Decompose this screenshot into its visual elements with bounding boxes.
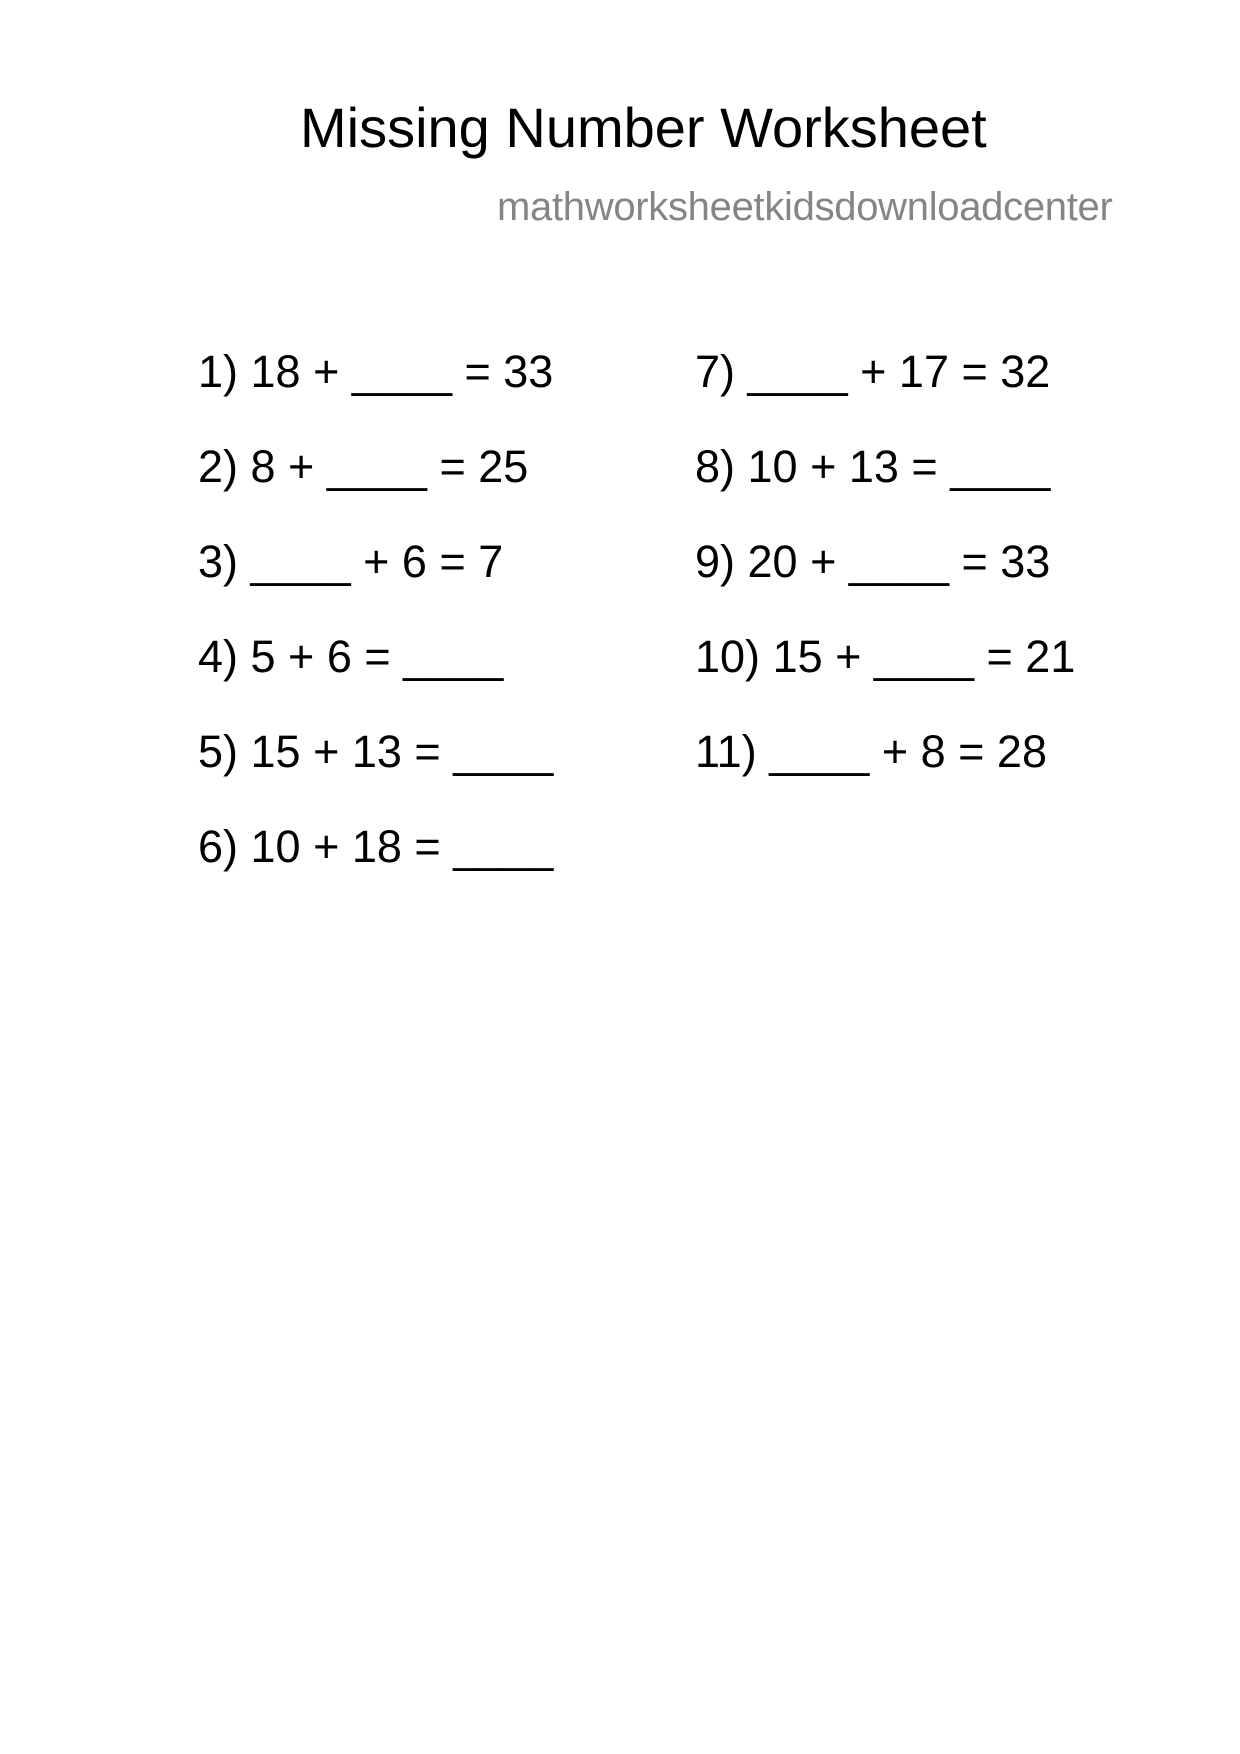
problem-equation: 10 + 18 = ____ <box>250 821 554 872</box>
problems-column-left <box>198 346 553 916</box>
page-title: Missing Number Worksheet <box>300 96 987 159</box>
problem-number: 2) <box>198 441 239 492</box>
problem-equation: ____ + 6 = 7 <box>250 536 504 587</box>
problem-equation: 18 + ____ = 33 <box>250 346 554 397</box>
problem-item <box>695 726 1075 821</box>
problem-number: 7) <box>695 346 736 397</box>
problems-column-right <box>695 346 1075 821</box>
problem-item <box>695 536 1075 631</box>
problem-equation: ____ + 17 = 32 <box>747 346 1051 397</box>
problem-number: 6) <box>198 821 239 872</box>
problem-item <box>198 346 553 441</box>
problem-number: 10) <box>695 631 761 682</box>
problem-item <box>198 441 553 536</box>
problem-number: 1) <box>198 346 239 397</box>
problem-equation: 5 + 6 = ____ <box>250 631 504 682</box>
page-subtitle: mathworksheetkidsdownloadcenter <box>497 185 1113 229</box>
problem-number: 9) <box>695 536 736 587</box>
problem-item <box>198 631 553 726</box>
problem-number: 4) <box>198 631 239 682</box>
problem-item <box>198 536 553 631</box>
problem-equation: 10 + 13 = ____ <box>747 441 1051 492</box>
problem-equation: 15 + ____ = 21 <box>772 631 1076 682</box>
problem-number: 5) <box>198 726 239 777</box>
problem-item <box>198 726 553 821</box>
problem-number: 3) <box>198 536 239 587</box>
problem-equation: ____ + 8 = 28 <box>769 726 1047 777</box>
problem-equation: 8 + ____ = 25 <box>250 441 529 492</box>
problem-item <box>695 346 1075 441</box>
problem-equation: 15 + 13 = ____ <box>250 726 554 777</box>
problem-number: 11) <box>695 726 757 777</box>
problem-item <box>695 631 1075 726</box>
problem-number: 8) <box>695 441 736 492</box>
problem-item <box>695 441 1075 536</box>
problem-equation: 20 + ____ = 33 <box>747 536 1051 587</box>
problem-item <box>198 821 553 916</box>
